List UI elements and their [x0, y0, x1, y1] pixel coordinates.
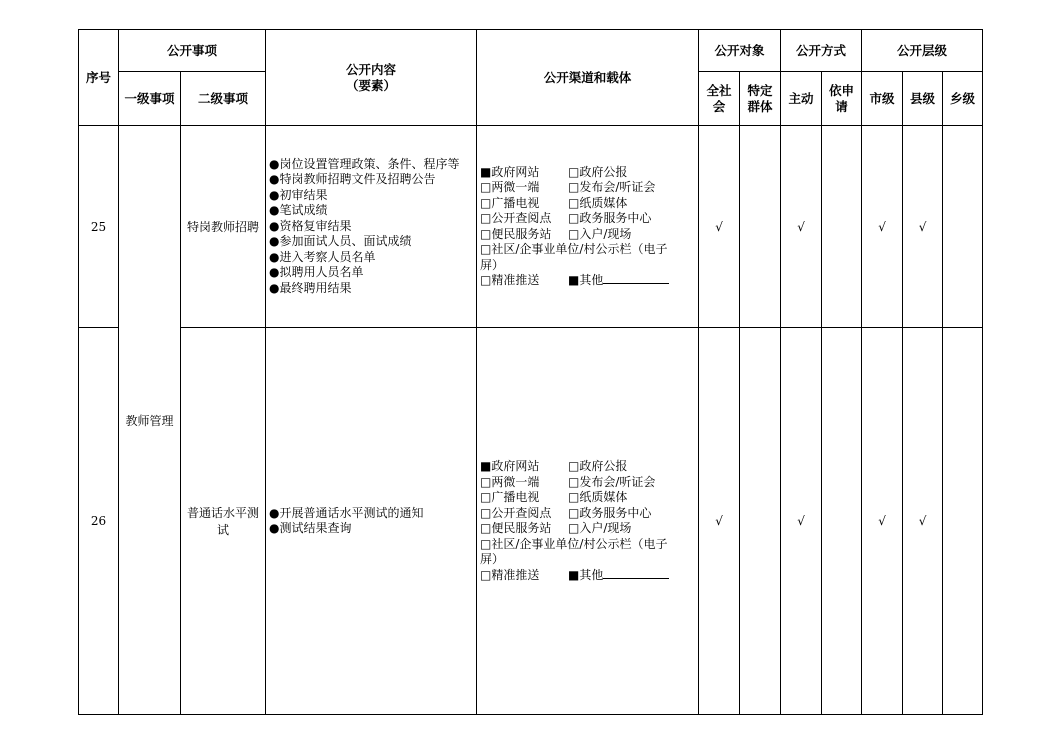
header-channels: 公开渠道和载体	[477, 30, 699, 126]
channel-option: □发布会/听证会	[568, 180, 656, 194]
header-level1: 一级事项	[119, 72, 181, 126]
channel-line: 屏）	[480, 552, 505, 566]
channel-line	[480, 196, 698, 212]
channel-line: 屏）	[480, 257, 505, 272]
row-channels	[477, 328, 699, 715]
check-level-town	[943, 126, 983, 328]
channel-line	[480, 227, 698, 243]
header-method-active: 主动	[781, 72, 822, 126]
disclosure-table	[78, 29, 983, 715]
channel-option: □政府公报	[568, 459, 628, 473]
check-level-town	[943, 328, 983, 715]
channel-option: □纸质媒体	[568, 195, 628, 210]
header-target-all-line1: 全社	[706, 82, 732, 98]
check-target-group	[740, 126, 781, 328]
header-target-group-line1: 特定	[747, 82, 773, 98]
header-content	[266, 30, 477, 126]
row-channels	[477, 126, 699, 328]
check-method-active: √	[781, 126, 822, 328]
row-level2-line1: 普通话水平测	[187, 506, 260, 520]
channel-option: □两微一端	[480, 474, 540, 489]
content-item: ●参加面试人员、面试成绩	[269, 234, 412, 249]
channel-option: □发布会/听证会	[568, 474, 656, 489]
header-content-line2: （要素）	[346, 77, 397, 93]
channel-line	[480, 211, 698, 227]
channel-line	[480, 506, 698, 522]
content-item: ●开展普通话水平测试的通知	[269, 505, 424, 520]
header-content-line1: 公开内容	[346, 61, 397, 77]
header-level-town: 乡级	[943, 72, 983, 126]
header-method: 公开方式	[781, 30, 862, 72]
channel-line	[480, 490, 698, 506]
header-method-request-line1: 依申	[829, 82, 855, 98]
channel-line	[480, 475, 698, 491]
channel-option: □精准推送	[480, 567, 540, 582]
channel-option: □便民服务站	[480, 521, 552, 535]
channel-option: □公开查阅点	[480, 505, 552, 520]
channel-option: □广播电视	[480, 490, 540, 504]
channel-option: ■其他	[568, 567, 604, 582]
channel-line: □社区/企事业单位/村公示栏（电子	[480, 536, 668, 551]
channel-line: □社区/企事业单位/村公示栏（电子	[480, 242, 668, 256]
content-item: ●特岗教师招聘文件及招聘公告	[269, 172, 436, 187]
channel-option: ■政府网站	[480, 459, 540, 473]
table-row	[79, 126, 983, 328]
channel-option: □公开查阅点	[480, 211, 552, 225]
check-level-county: √	[903, 328, 943, 715]
channel-option: □两微一端	[480, 180, 540, 194]
channel-option: ■政府网站	[480, 164, 540, 179]
channel-line	[480, 273, 698, 289]
channel-option: □精准推送	[480, 273, 540, 287]
check-level-city: √	[862, 126, 903, 328]
channel-line	[480, 568, 698, 584]
channel-option: □政务服务中心	[568, 505, 652, 520]
channel-line	[480, 521, 698, 537]
header-method-request	[822, 72, 862, 126]
check-target-group	[740, 328, 781, 715]
content-item: ●初审结果	[269, 187, 328, 202]
channel-option: □广播电视	[480, 195, 540, 210]
channel-option: □便民服务站	[480, 226, 552, 241]
row-content	[266, 328, 477, 715]
header-target-all	[699, 72, 740, 126]
channel-line	[480, 180, 698, 196]
check-level-county: √	[903, 126, 943, 328]
content-item: ●拟聘用人员名单	[269, 265, 364, 280]
content-item: ●测试结果查询	[269, 521, 352, 535]
header-seq: 序号	[79, 30, 119, 126]
content-item: ●资格复审结果	[269, 218, 352, 233]
content-item: ●笔试成绩	[269, 203, 328, 218]
header-matters: 公开事项	[119, 30, 266, 72]
check-method-request	[822, 328, 862, 715]
header-level2: 二级事项	[181, 72, 266, 126]
channel-option: □政务服务中心	[568, 211, 652, 225]
channel-line	[480, 459, 698, 475]
header-target-group	[740, 72, 781, 126]
check-method-request	[822, 126, 862, 328]
header-target: 公开对象	[699, 30, 781, 72]
content-item: ●进入考察人员名单	[269, 249, 376, 264]
header-method-request-line2: 请	[835, 98, 848, 114]
blank-line	[603, 273, 669, 284]
header-level: 公开层级	[862, 30, 983, 72]
channel-option: □政府公报	[568, 164, 628, 179]
header-target-all-line2: 会	[712, 98, 726, 114]
channel-option: □入户/现场	[568, 226, 632, 241]
row-content	[266, 126, 477, 328]
channel-option: □纸质媒体	[568, 490, 628, 504]
content-item: ●岗位设置管理政策、条件、程序等	[269, 156, 460, 171]
check-level-city: √	[862, 328, 903, 715]
content-item: ●最终聘用结果	[269, 280, 352, 295]
blank-line	[603, 568, 669, 579]
row-level2	[181, 328, 266, 715]
table-row	[79, 328, 983, 715]
header-row-1	[79, 30, 983, 72]
check-target-all: √	[699, 126, 740, 328]
header-level-county: 县级	[903, 72, 943, 126]
header-target-group-line2: 群体	[747, 98, 773, 114]
row-level2: 特岗教师招聘	[181, 126, 266, 328]
check-method-active: √	[781, 328, 822, 715]
row-level2-line2: 试	[217, 523, 230, 537]
row-seq: 25	[79, 126, 119, 328]
channel-option: ■其他	[568, 273, 604, 287]
channel-line	[480, 165, 698, 181]
header-level-city: 市级	[862, 72, 903, 126]
channel-option: □入户/现场	[568, 521, 632, 535]
check-target-all: √	[699, 328, 740, 715]
category-cell: 教师管理	[119, 126, 181, 715]
row-seq: 26	[79, 328, 119, 715]
